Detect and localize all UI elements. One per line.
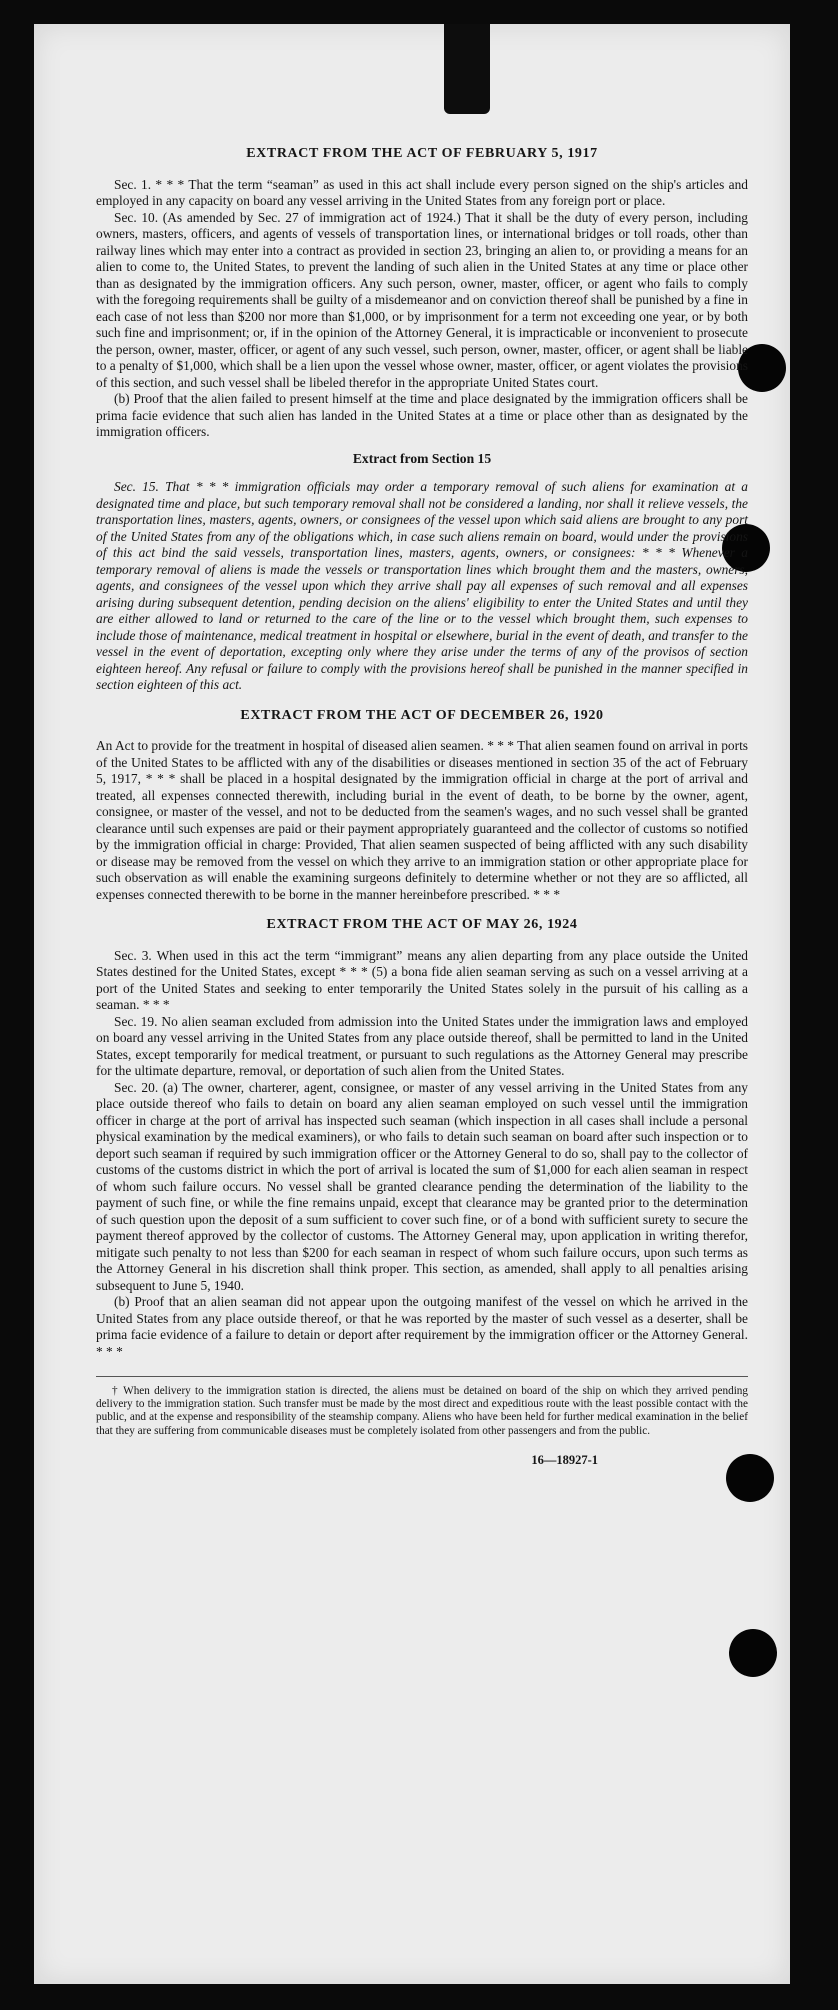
heading-act-1924: EXTRACT FROM THE ACT OF MAY 26, 1924	[266, 917, 578, 932]
paragraph-1924-sec3: Sec. 3. When used in this act the term “immigrant” means any alien departing from any place outside the United States destined for the United States, except * * * (5) a bona fide alien seaman serving as such on a vessel arriving at a port of the United States and seeking to enter temporarily the United States solely in the pursuit of his calling as a seaman. * * *	[96, 947, 748, 1012]
paragraph-1917-sec10b: (b) Proof that the alien failed to present himself at the time and place designated by the immigration officers shall be prima facie evidence that such alien has landed in the United States at a time or place other than as designated by the immigration officers.	[96, 391, 748, 439]
paragraph-1917-sec1: Sec. 1. * * * That the term “seaman” as used in this act shall include every person signed on the ship's articles and employed in any capacity on board any vessel arriving in the United States from any foreign port or place.	[96, 176, 748, 208]
paragraph-1924-sec19: Sec. 19. No alien seaman excluded from admission into the United States under the immigration laws and employed on board any vessel arriving in the United States from any place outside thereof, shall be permitted to land in the United States, except temporarily for medical treatment, or pursuant to such regulations as the Attorney General may prescribe for the ultimate departure, removal, or deportation of such alien from the United States.	[96, 1013, 748, 1078]
punch-hole-4	[729, 1629, 777, 1677]
paragraph-1917-sec10: Sec. 10. (As amended by Sec. 27 of immigration act of 1924.) That it shall be the duty of every person, including owners, masters, officers, and agents of vessels of transportation lines, or international bridges or toll roads, other than railway lines which may enter into a contract as provided in section 23, bringing an alien to, or providing a means for an alien to come to, the United States, to prevent the landing of such alien in the United States at any time or place other than as designated by the immigration officers. Any such person, owner, master, officer, or agent who fails to comply with the foregoing requirements shall be guilty of a misdemeanor and on conviction thereof shall be punished by a fine in each case of not less than $200 nor more than $1,000, or by imprisonment for a term not exceeding one year, or by both such fine and imprisonment; or, if in the opinion of the Attorney General, it is impracticable or inconvenient to prosecute the person, owner, master, officer, or agent of any such vessel, such person, owner, master, officer, or agent shall be liable to a penalty of $1,000, which shall be a lien upon the vessel whose owner, master, officer, or agent violates the provisions of this section, and such vessel shall be libeled therefor in the appropriate United States court.	[96, 209, 748, 390]
binding-tab	[444, 24, 490, 114]
paragraph-1924-sec20a: Sec. 20. (a) The owner, charterer, agent, consignee, or master of any vessel arriving in the United States from any place outside thereof who fails to detain on board any alien seaman employed on such vessel until the immigration officer in charge at the port of arrival has inspected such seaman (which inspection in all cases shall include a personal physical examination by the medical examiners), or who fails to detain such seaman on board after such inspection or to deport such seaman if required by such immigration officer or the Attorney General to do so, shall pay to the collector of customs of the customs district in which the port of arrival is located the sum of $1,000 for each alien seaman in respect of whom such failure occurs. No vessel shall be granted clearance pending the determination of the liability to the payment of such fine, or while the fine remains unpaid, except that clearance may be granted prior to the determination of such question upon the deposit of a sum sufficient to cover such fine, or of a bond with sufficient surety to secure the payment thereof approved by the collector of customs. The Attorney General may, upon application in writing therefor, mitigate such penalty to not less than $200 for each seaman in respect of whom such failure occurs, upon such terms as the Attorney General in his discretion shall think proper. This section, as amended, shall apply to all penalties arising subsequent to June 5, 1940.	[96, 1079, 748, 1293]
paragraph-1917-sec15: Sec. 15. That * * * immigration officials may order a temporary removal of such aliens for examination at a designated time and place, but such temporary removal shall not be considered a landing, nor shall it relieve vessels, the transportation lines, masters, agents, owners, or consignees of the vessel upon which said aliens are brought to any port of the United States from any of the obligations which, in case such aliens remain on board, would under the provisions of this act bind the said vessels, transportation lines, masters, agents, owners, or consignees: * * * Whenever a temporary removal of aliens is made the vessels or transportation lines which brought them and the masters, owners, agents, and consignees of the vessel upon which they arrive shall pay all expenses of such removal and all expenses arising during subsequent detention, pending decision on the aliens' eligibility to enter the United States and until they are either allowed to land or returned to the care of the line or to the vessel which brought them, such expenses to include those of maintenance, medical treatment in hospital or elsewhere, burial in the event of death, and transfer to the vessel in the event of deportation, excepting only where they arise under the terms of any of the provisos of section eighteen hereof. Any refusal or failure to comply with the provisions hereof shall be punished in the manner specified in section eighteen of this act.	[96, 479, 748, 692]
paragraph-1924-sec20b: (b) Proof that an alien seaman did not appear upon the outgoing manifest of the vessel on which he arrived in the United States from any place outside thereof, or that he was reported by the master of such vessel as a deserter, shall be prima facie evidence of a failure to detain or deport after requirement by the immigration officer or the Attorney General. * * *	[96, 1294, 748, 1359]
subheading-section-15: Extract from Section 15	[352, 450, 492, 466]
heading-act-1917: EXTRACT FROM THE ACT OF FEBRUARY 5, 1917	[246, 146, 598, 161]
footnote: † When delivery to the immigration station is directed, the aliens must be detained on board of the ship on which they arrived pending delivery to the immigration station. Such transfer must be made by the most direct and expeditious route with the least possible contact with the public, and at the expense and responsibility of the steamship company. Aliens who have been held for further medical examination in the belief that they are suffering from communicable diseases must be completely isolated from other passengers and from the public.	[96, 1376, 748, 1438]
heading-act-1920: EXTRACT FROM THE ACT OF DECEMBER 26, 1920	[240, 707, 604, 723]
paragraph-1920: An Act to provide for the treatment in hospital of diseased alien seamen. * * * That alien seamen found on arrival in ports of the United States to be afflicted with any of the disabilities or diseases mentioned in section 35 of the act of February 5, 1917, * * * shall be placed in a hospital designated by the immigration official in charge at the port of arrival and treated, all expenses connected therewith, including burial in the event of death, to be borne by the owner, agent, consignee, or master of the vessel, and not to be deducted from the seamen's wages, and no such vessel shall be granted clearance until such expenses are paid or their payment appropriately guaranteed and the collector of customs so notified by the immigration official in charge: Provided, That alien seamen suspected of being afflicted with any such disability or disease may be removed from the vessel on which they arrive to an immigration station or other appropriate place for such observation as will enable the examining surgeons definitely to determine whether or not they are so afflicted, all expenses connected therewith to be borne in the manner hereinbefore prescribed. * * *	[96, 738, 748, 902]
form-number: 16—18927-1	[531, 1452, 598, 1467]
document-page	[34, 24, 790, 1984]
document-body	[96, 146, 748, 1468]
